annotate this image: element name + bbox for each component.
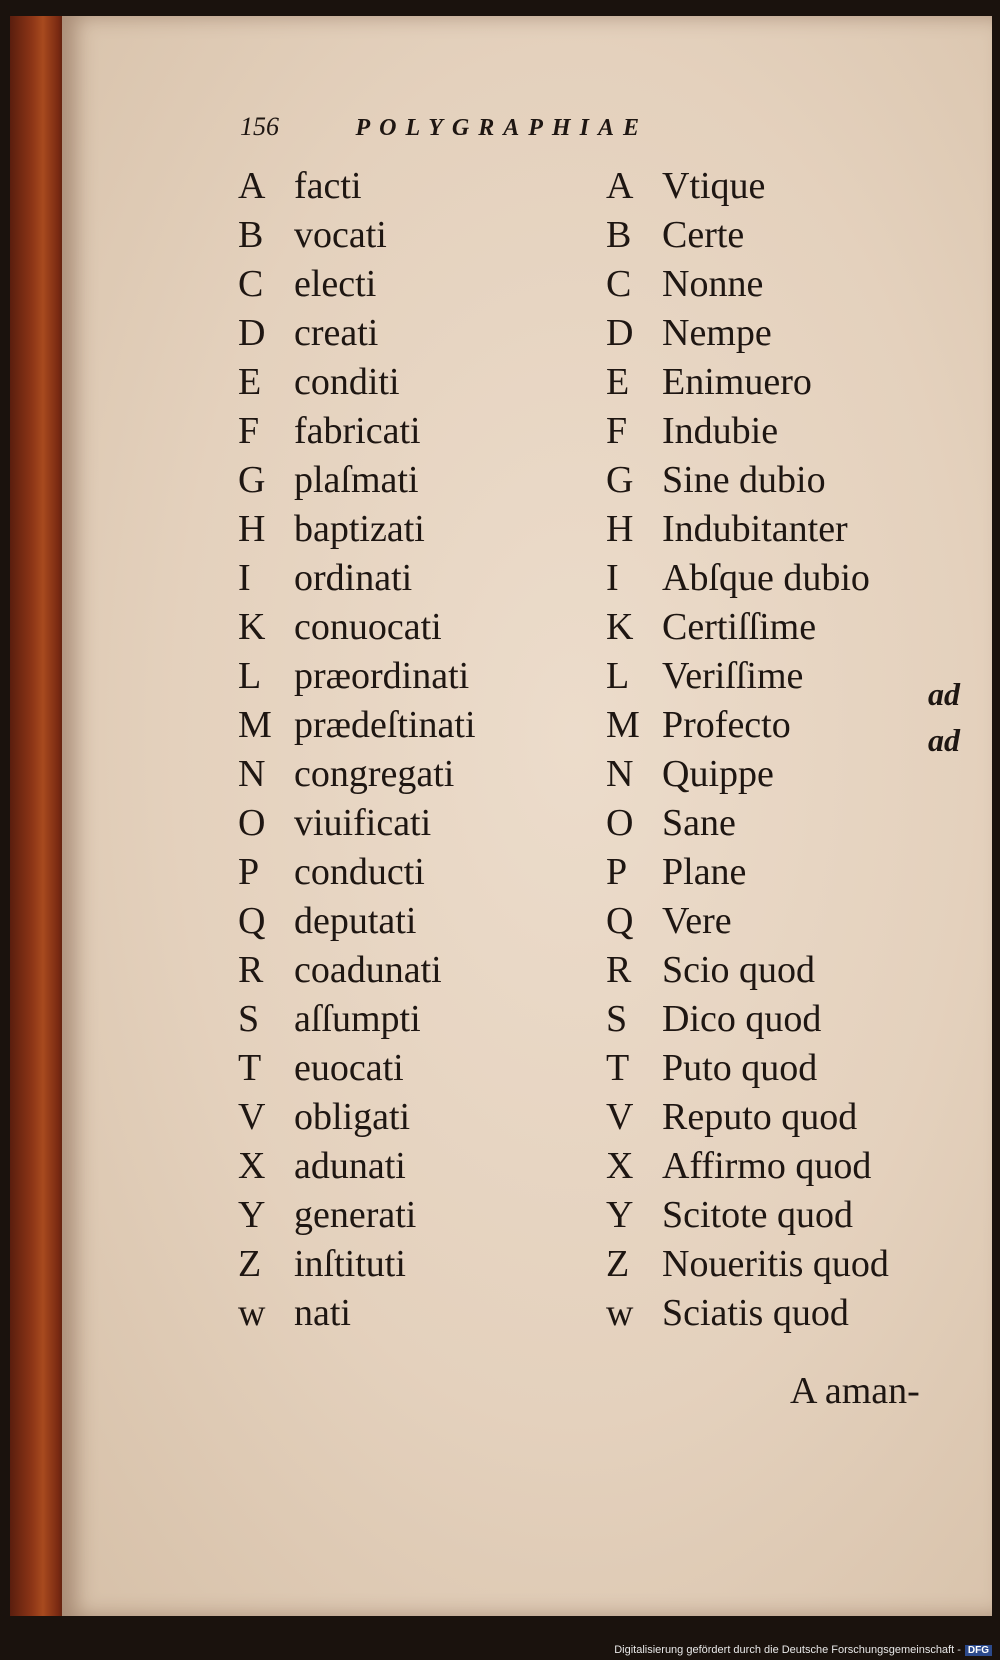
cipher-row bbox=[238, 946, 476, 995]
cipher-row bbox=[238, 603, 476, 652]
cipher-word: Affirmo quod bbox=[662, 1145, 872, 1187]
right-cipher-column bbox=[606, 162, 889, 1338]
cipher-word: fabricati bbox=[294, 410, 421, 452]
cipher-row bbox=[606, 1289, 889, 1338]
cipher-letter: Q bbox=[606, 900, 634, 942]
cipher-word: Certiſſime bbox=[662, 606, 817, 648]
cipher-word: nati bbox=[294, 1292, 351, 1334]
cipher-row bbox=[606, 505, 889, 554]
cipher-row bbox=[606, 995, 889, 1044]
cipher-row bbox=[238, 1191, 476, 1240]
dfg-logo: DFG bbox=[965, 1645, 992, 1656]
catchword: A aman- bbox=[790, 1370, 920, 1412]
cipher-letter: S bbox=[238, 998, 260, 1040]
cipher-row bbox=[238, 750, 476, 799]
cipher-word: Plane bbox=[662, 851, 747, 893]
cipher-letter: C bbox=[238, 263, 264, 305]
cipher-letter: E bbox=[238, 361, 262, 403]
cipher-letter: F bbox=[238, 410, 260, 452]
cipher-row bbox=[238, 848, 476, 897]
cipher-word: obligati bbox=[294, 1096, 411, 1138]
cipher-row bbox=[606, 701, 889, 750]
cipher-row bbox=[238, 309, 476, 358]
cipher-letter: B bbox=[238, 214, 264, 256]
cipher-row bbox=[238, 358, 476, 407]
cipher-word: Indubitanter bbox=[662, 508, 848, 550]
cipher-word: conducti bbox=[294, 851, 425, 893]
cipher-letter: P bbox=[606, 851, 628, 893]
cipher-word: Sine dubio bbox=[662, 459, 826, 501]
cipher-letter: D bbox=[238, 312, 266, 354]
cipher-row bbox=[606, 1044, 889, 1093]
cipher-letter: A bbox=[606, 165, 634, 207]
cipher-letter: Z bbox=[238, 1243, 262, 1285]
cipher-letter: G bbox=[238, 459, 266, 501]
cipher-letter: K bbox=[606, 606, 634, 648]
cipher-word: Nempe bbox=[662, 312, 772, 354]
cipher-row bbox=[606, 260, 889, 309]
cipher-row bbox=[606, 358, 889, 407]
cipher-row bbox=[238, 554, 476, 603]
cipher-letter: A bbox=[238, 165, 266, 207]
cipher-letter: N bbox=[238, 753, 266, 795]
cipher-word: vocati bbox=[294, 214, 387, 256]
page-number: 156 bbox=[240, 112, 279, 141]
cipher-word: plaſmati bbox=[294, 459, 419, 501]
cipher-letter: G bbox=[606, 459, 634, 501]
margin-note: ad bbox=[928, 676, 960, 712]
cipher-letter: T bbox=[606, 1047, 630, 1089]
cipher-word: conuocati bbox=[294, 606, 442, 648]
cipher-row bbox=[238, 260, 476, 309]
cipher-word: creati bbox=[294, 312, 379, 354]
cipher-word: prædeſtinati bbox=[294, 704, 476, 746]
cipher-word: conditi bbox=[294, 361, 400, 403]
cipher-letter: Z bbox=[606, 1243, 630, 1285]
digitization-credit bbox=[614, 1644, 992, 1656]
cipher-word: Nonne bbox=[662, 263, 764, 305]
cipher-word: Noueritis quod bbox=[662, 1243, 889, 1285]
cipher-row bbox=[238, 162, 476, 211]
cipher-letter: Q bbox=[238, 900, 266, 942]
margin-note: ad bbox=[928, 722, 960, 758]
cipher-row bbox=[606, 750, 889, 799]
cipher-word: congregati bbox=[294, 753, 455, 795]
cipher-word: Indubie bbox=[662, 410, 779, 452]
cipher-letter: w bbox=[238, 1292, 266, 1334]
cipher-word: Enimuero bbox=[662, 361, 812, 403]
cipher-letter: M bbox=[238, 704, 272, 746]
cipher-letter: C bbox=[606, 263, 632, 305]
cipher-letter: N bbox=[606, 753, 634, 795]
cipher-letter: I bbox=[606, 557, 619, 599]
book-spine-edge bbox=[10, 16, 70, 1616]
cipher-row bbox=[606, 848, 889, 897]
running-header bbox=[240, 112, 648, 142]
cipher-letter: X bbox=[238, 1145, 266, 1187]
cipher-word: Profecto bbox=[662, 704, 791, 746]
cipher-letter: S bbox=[606, 998, 628, 1040]
cipher-word: Dico quod bbox=[662, 998, 822, 1040]
cipher-letter: D bbox=[606, 312, 634, 354]
cipher-row bbox=[606, 603, 889, 652]
cipher-row bbox=[238, 701, 476, 750]
cipher-row bbox=[606, 652, 889, 701]
cipher-word: Certe bbox=[662, 214, 745, 256]
cipher-word: baptizati bbox=[294, 508, 425, 550]
cipher-row bbox=[238, 407, 476, 456]
credit-text: Digitalisierung gefördert durch die Deutsche Forschungsgemeinschaft - bbox=[614, 1644, 961, 1656]
cipher-row bbox=[238, 1142, 476, 1191]
cipher-letter: w bbox=[606, 1292, 634, 1334]
cipher-row bbox=[238, 1289, 476, 1338]
cipher-word: euocati bbox=[294, 1047, 404, 1089]
cipher-row bbox=[238, 652, 476, 701]
cipher-letter: H bbox=[238, 508, 266, 550]
cipher-letter: K bbox=[238, 606, 266, 648]
cipher-word: Scio quod bbox=[662, 949, 816, 991]
cipher-word: Veriſſime bbox=[662, 655, 804, 697]
cipher-word: Abſque dubio bbox=[662, 557, 870, 599]
cipher-row bbox=[606, 1093, 889, 1142]
cipher-letter: V bbox=[606, 1096, 634, 1138]
cipher-letter: O bbox=[606, 802, 634, 844]
cipher-row bbox=[606, 162, 889, 211]
cipher-letter: L bbox=[238, 655, 262, 697]
cipher-row bbox=[238, 1044, 476, 1093]
cipher-word: generati bbox=[294, 1194, 417, 1236]
cipher-letter: O bbox=[238, 802, 266, 844]
cipher-row bbox=[238, 505, 476, 554]
cipher-word: Reputo quod bbox=[662, 1096, 858, 1138]
cipher-letter: R bbox=[606, 949, 632, 991]
cipher-word: præordinati bbox=[294, 655, 470, 697]
cipher-word: Sciatis quod bbox=[662, 1292, 849, 1334]
cipher-row bbox=[606, 407, 889, 456]
cipher-row bbox=[606, 799, 889, 848]
cipher-letter: X bbox=[606, 1145, 634, 1187]
left-cipher-column bbox=[238, 162, 476, 1338]
cipher-letter: T bbox=[238, 1047, 262, 1089]
cipher-letter: H bbox=[606, 508, 634, 550]
cipher-row bbox=[238, 456, 476, 505]
cipher-word: aſſumpti bbox=[294, 998, 421, 1040]
cipher-word: coadunati bbox=[294, 949, 442, 991]
cipher-word: adunati bbox=[294, 1145, 406, 1187]
cipher-row bbox=[238, 1093, 476, 1142]
cipher-letter: P bbox=[238, 851, 260, 893]
cipher-row bbox=[606, 1240, 889, 1289]
cipher-letter: V bbox=[238, 1096, 266, 1138]
cipher-row bbox=[606, 554, 889, 603]
cipher-letter: Y bbox=[238, 1194, 266, 1236]
cipher-row bbox=[606, 309, 889, 358]
cipher-word: inſtituti bbox=[294, 1243, 406, 1285]
cipher-row bbox=[238, 897, 476, 946]
cipher-word: deputati bbox=[294, 900, 417, 942]
cipher-word: viuificati bbox=[294, 802, 432, 844]
cipher-word: Quippe bbox=[662, 753, 774, 795]
cipher-letter: B bbox=[606, 214, 632, 256]
cipher-row bbox=[238, 211, 476, 260]
cipher-letter: F bbox=[606, 410, 628, 452]
cipher-word: Puto quod bbox=[662, 1047, 818, 1089]
cipher-row bbox=[238, 799, 476, 848]
cipher-row bbox=[238, 995, 476, 1044]
cipher-row bbox=[606, 1191, 889, 1240]
cipher-letter: E bbox=[606, 361, 630, 403]
cipher-word: electi bbox=[294, 263, 377, 305]
cipher-word: ordinati bbox=[294, 557, 413, 599]
cipher-word: Sane bbox=[662, 802, 736, 844]
cipher-letter: Y bbox=[606, 1194, 634, 1236]
cipher-letter: M bbox=[606, 704, 640, 746]
cipher-row bbox=[606, 897, 889, 946]
cipher-letter: R bbox=[238, 949, 264, 991]
cipher-word: Vere bbox=[662, 900, 732, 942]
cipher-letter: I bbox=[238, 557, 251, 599]
running-title: POLYGRAPHIAE bbox=[355, 115, 648, 141]
cipher-letter: L bbox=[606, 655, 630, 697]
cipher-row bbox=[606, 456, 889, 505]
cipher-word: Scitote quod bbox=[662, 1194, 854, 1236]
cipher-row bbox=[238, 1240, 476, 1289]
cipher-row bbox=[606, 946, 889, 995]
cipher-row bbox=[606, 1142, 889, 1191]
cipher-word: facti bbox=[294, 165, 362, 207]
cipher-word: Vtique bbox=[662, 165, 766, 207]
cipher-row bbox=[606, 211, 889, 260]
